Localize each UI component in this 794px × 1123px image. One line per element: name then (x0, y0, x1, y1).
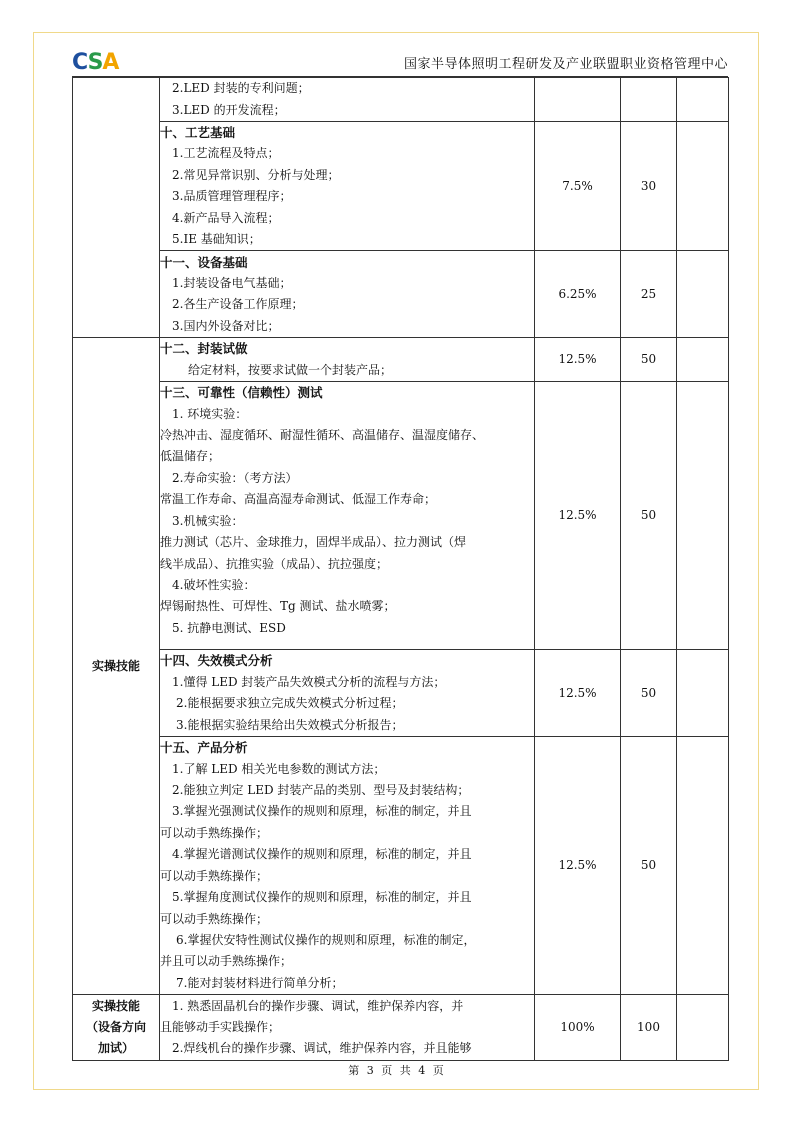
weight-cell (535, 78, 621, 122)
list-item: 1.懂得 LED 封装产品失效模式分析的流程与方法； (172, 674, 446, 689)
list-item: 1.了解 LED 相关光电参数的测试方法； (172, 761, 386, 776)
hours-cell: 25 (621, 251, 677, 338)
list-item: 2.各生产设备工作原理； (172, 297, 304, 312)
list-item: 2.寿命实验：（考方法） (172, 470, 298, 485)
section-title: 十、工艺基础 (160, 125, 236, 140)
list-item: 线半成品）、抗推实验（成品）、抗拉强度； (160, 556, 389, 571)
table-row (73, 78, 729, 122)
weight-cell: 6.25% (535, 251, 621, 338)
remark-cell (677, 650, 729, 737)
table-row (73, 737, 729, 995)
list-item: 给定材料，按要求试做一个封装产品； (188, 362, 393, 377)
remark-cell (677, 78, 729, 122)
category-line: （设备方向 (85, 1019, 146, 1034)
remark-cell (677, 995, 729, 1061)
list-item: 可以动手熟练操作； (160, 868, 269, 883)
csa-logo: CSA (72, 50, 119, 75)
list-item: 3.国内外设备对比； (172, 318, 280, 333)
hours-cell: 50 (621, 338, 677, 382)
hours-cell: 30 (621, 122, 677, 251)
hours-cell: 50 (621, 650, 677, 737)
weight-cell: 12.5% (535, 737, 621, 995)
category-practical-equipment (73, 995, 160, 1061)
list-item: 4.破坏性实验： (172, 577, 256, 592)
list-item: 冷热冲击、湿度循环、耐湿性循环、高温储存、温湿度储存、 (160, 428, 485, 443)
list-item: 2.LED 封装的专利问题； (172, 81, 310, 96)
list-item: 7.能对封装材料进行简单分析； (176, 975, 344, 990)
weight-cell: 100% (535, 995, 621, 1061)
section-cell (160, 338, 535, 382)
weight-cell: 7.5% (535, 122, 621, 251)
section-cell (160, 737, 535, 995)
category-cell-top (73, 78, 160, 338)
remark-cell (677, 251, 729, 338)
section-title: 十四、失效模式分析 (160, 653, 273, 669)
list-item: 可以动手熟练操作； (160, 911, 269, 926)
remark-cell (677, 338, 729, 382)
list-item: 4.掌握光谱测试仪操作的规则和原理，标准的制定，并且 (172, 847, 472, 862)
category-line: 加试） (97, 1041, 134, 1056)
table-row (73, 251, 729, 338)
list-item: 3.LED 的开发流程； (172, 102, 286, 117)
weight-cell: 12.5% (535, 382, 621, 650)
table-row (73, 338, 729, 382)
section-title: 十二、封装试做 (160, 341, 248, 357)
list-item: 1.工艺流程及特点； (172, 146, 280, 161)
list-item: 1. 熟悉固晶机台的操作步骤、调试，维护保养内容，并 (172, 998, 464, 1013)
list-item: 1. 环境实验： (172, 406, 248, 421)
list-item: 并且可以动手熟练操作； (160, 954, 293, 969)
list-item: 推力测试（芯片、金球推力，固焊半成品）、拉力测试（焊 (160, 535, 467, 550)
table-row (73, 995, 729, 1061)
hours-cell: 50 (621, 737, 677, 995)
section-cell (160, 995, 535, 1061)
list-item: 3.掌握光强测试仪操作的规则和原理，标准的制定，并且 (172, 804, 472, 819)
list-item: 2.焊线机台的操作步骤、调试，维护保养内容，并且能够 (172, 1041, 472, 1056)
section-title: 十三、可靠性（信赖性）测试 (160, 385, 323, 401)
list-item: 4.新产品导入流程； (172, 210, 280, 225)
list-item: 2.能独立判定 LED 封装产品的类别、型号及封装结构； (172, 783, 470, 798)
section-title: 十五、产品分析 (160, 740, 248, 756)
page-header (72, 50, 728, 77)
list-item: 2.能根据要求独立完成失效模式分析过程； (176, 696, 404, 711)
hours-cell: 100 (621, 995, 677, 1061)
list-item: 5. 抗静电测试、ESD (172, 620, 286, 635)
section-title: 十一、设备基础 (160, 254, 248, 270)
hours-cell (621, 78, 677, 122)
section-cell (160, 122, 535, 251)
list-item: 2.常见异常识别、分析与处理； (172, 167, 340, 182)
section-cell (160, 251, 535, 338)
section-cell (160, 650, 535, 737)
header-title: 国家半导体照明工程研发及产业联盟职业资格管理中心 (403, 57, 728, 72)
table-row (73, 650, 729, 737)
remark-cell (677, 122, 729, 251)
weight-cell: 12.5% (535, 338, 621, 382)
section-cell (160, 78, 535, 122)
list-item: 常温工作寿命、高温高湿寿命测试、低湿工作寿命； (160, 492, 437, 507)
list-item: 焊锡耐热性、可焊性、Tg 测试、盐水喷雾； (160, 599, 396, 614)
list-item: 5.IE 基础知识； (172, 232, 261, 247)
category-practical: 实操技能 (73, 338, 160, 995)
section-cell (160, 382, 535, 650)
category-line: 实操技能 (91, 998, 140, 1013)
list-item: 可以动手熟练操作； (160, 825, 269, 840)
syllabus-table (72, 77, 729, 1061)
hours-cell: 50 (621, 382, 677, 650)
weight-cell: 12.5% (535, 650, 621, 737)
table-row (73, 382, 729, 650)
remark-cell (677, 737, 729, 995)
list-item: 且能够动手实践操作； (160, 1019, 281, 1034)
list-item: 低温储存； (160, 449, 221, 464)
list-item: 3.品质管理管理程序； (172, 189, 292, 204)
table-row (73, 122, 729, 251)
list-item: 6.掌握伏安特性测试仪操作的规则和原理，标准的制定， (176, 932, 476, 947)
list-item: 3.能根据实验结果给出失效模式分析报告； (176, 717, 404, 732)
page-footer: 第 3 页 共 4 页 (348, 1064, 446, 1077)
remark-cell (677, 382, 729, 650)
list-item: 1.封装设备电气基础； (172, 276, 292, 291)
list-item: 3.机械实验： (172, 513, 244, 528)
list-item: 5.掌握角度测试仪操作的规则和原理，标准的制定，并且 (172, 890, 472, 905)
